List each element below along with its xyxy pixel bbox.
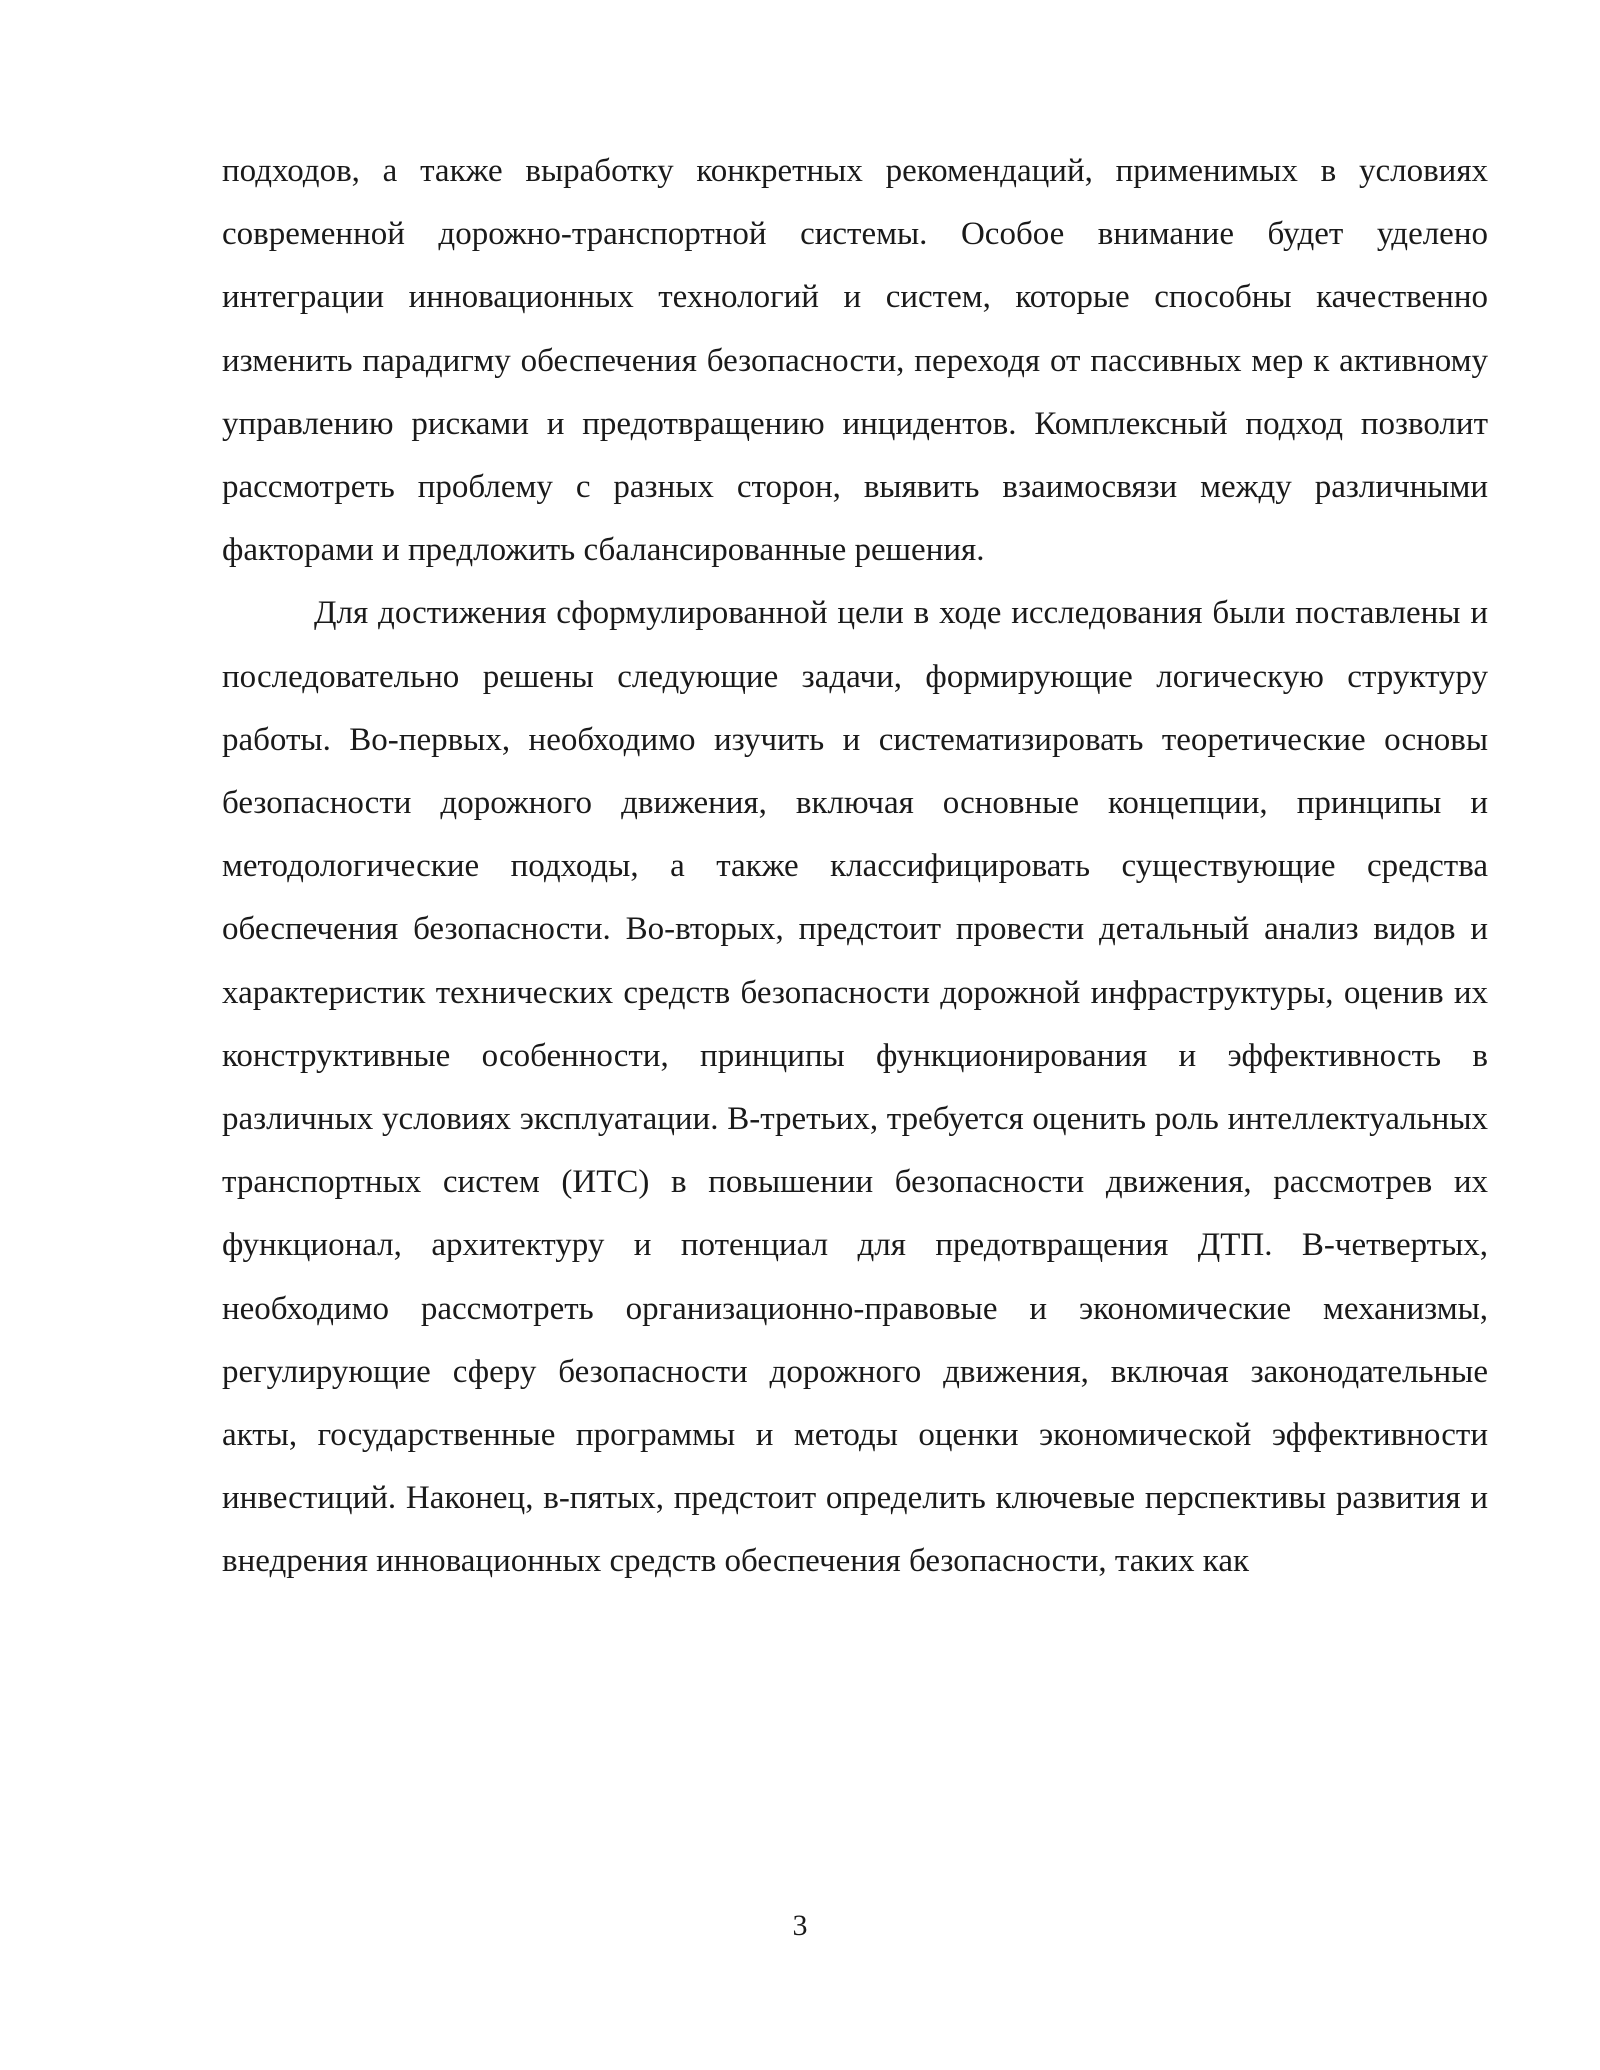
paragraph-continuation: подходов, а также выработку конкретных рекомендаций, применимых в условиях современной дорожно-транспортной системы. Особое внимание будет уделено интеграции инновационных технологий и систем, которые способны качественно изменить парадигму обеспечения безопасности, переходя от пассивных мер к активному управлению рисками и предотвращению инцидентов. Комплексный подход позволит рассмотреть проблему с разных сторон, выявить взаимосвязи между различными факторами и предложить сбалансированные решения.: [222, 153, 1488, 569]
paragraph-tasks: Для достижения сформулированной цели в ходе исследования были поставлены и последовательно решены следующие задачи, формирующие логическую структуру работы. Во-первых, необходимо изучить и систематизировать теоретические основы безопасности дорожного движения, включая основные концепции, принципы и методологические подходы, а также классифицировать существующие средства обеспечения безопасности. Во-вторых, предстоит провести детальный анализ видов и характеристик технических средств безопасности дорожной инфраструктуры, оценив их конструктивные особенности, принципы функционирования и эффективность в различных условиях эксплуатации. В-третьих, требуется оценить роль интеллектуальных транспортных систем (ИТС) в повышении безопасности движения, рассмотрев их функционал, архитектуру и потенциал для предотвращения ДТП. В-четвертых, необходимо рассмотреть организационно-правовые и экономические механизмы, регулирующие сферу безопасности дорожного движения, включая законодательные акты, государственные программы и методы оценки экономической эффективности инвестиций. Наконец, в-пятых, предстоит определить ключевые перспективы развития и внедрения инновационных средств обеспечения безопасности, таких как: [222, 595, 1488, 1580]
body-text: [222, 140, 1488, 1594]
page-number: 3: [792, 1909, 808, 1942]
